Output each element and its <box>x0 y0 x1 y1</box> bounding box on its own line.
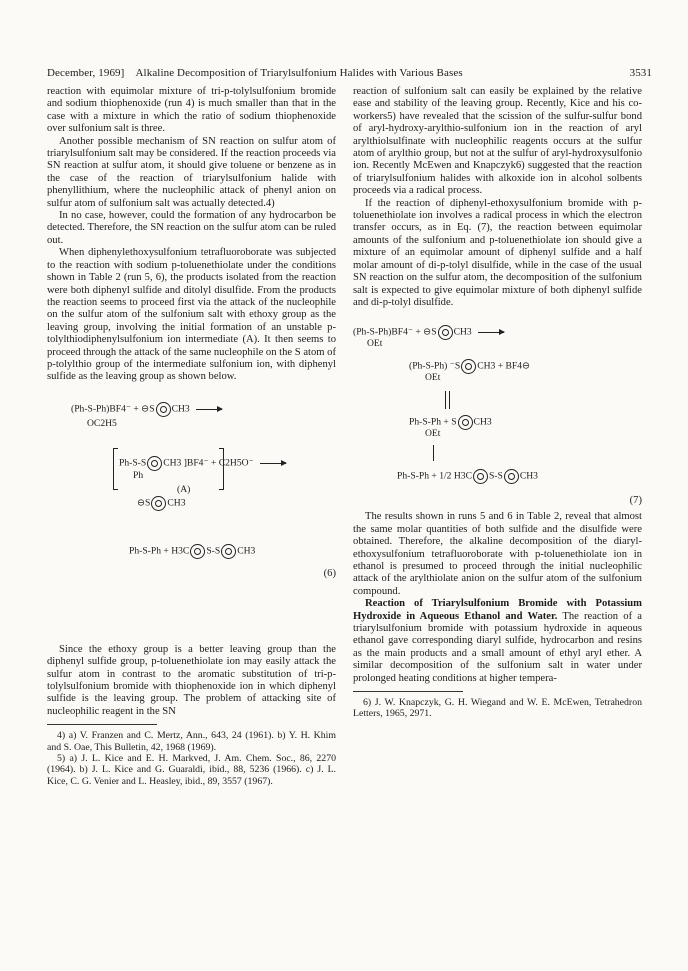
scheme-row: Ph-S-Ph + H3C S-S CH3 <box>129 544 255 559</box>
scheme-row: Ph-S-S CH3 ]BF4⁻ + C2H5O⁻ <box>119 456 286 471</box>
benzene-ring-icon <box>461 359 476 374</box>
scheme-row: OC2H5 <box>87 417 117 429</box>
scheme-row: (Ph-S-Ph)BF4⁻ + ⊖S CH3 <box>353 325 504 340</box>
running-title: December, 1969] Alkaline Decomposition of Triarylsulfonium Halides with Various Bases <box>47 67 463 79</box>
equation-number: (7) <box>629 495 642 507</box>
paragraph: The results shown in runs 5 and 6 in Table 2, reveal that almost the same molar quantities of both sulfide and the disulfide were obtained. Therefore, the alkaline decomposition of the diaryl-ethoxysulfonium tetrafluoroborate with p-toluenethiolate ion in ethanol is presumed to proceed through the initial nucleophilic attack of the arylthiolate anion on the sulfur atom of the sulfonium compound. <box>353 511 642 597</box>
scheme-row: Ph <box>133 469 144 481</box>
paragraph: Since the ethoxy group is a better leaving group than the diphenyl sulfide group, p-toluenethiolate ion may easily attack the sulfur atom in contrast to the aromatic substitution of tri-p-tolylsulfonium bromide with thiophenoxide ion in which diphenyl sulfide is the leaving group. The problem of attacking site of nucleophilic reagent in the SN <box>47 643 336 717</box>
benzene-ring-icon <box>151 496 166 511</box>
scheme-row: Ph-S-Ph + 1/2 H3C S-S CH3 <box>397 469 538 484</box>
scheme-row: (Ph-S-Ph)BF4⁻ + ⊖S CH3 <box>71 402 222 417</box>
bracket-right <box>219 448 224 490</box>
paragraph: reaction of sulfonium salt can easily be explained by the relative ease and stability of the leaving group. Recently, Kice and his co-workers5) have revealed that the scission of the sulfur-sulfur bond of aryl-hydroxy-arylthio-sulfonium ion in the reaction of aryl arylthiolsulfinate with nucleophilic reagents occurs at the sulfur atom of arylthio group, but not at the sulfur of aryl-hydroxysulfonio ion. Recently McEwen and Knapczyk6) suggested that the reaction of triarylsulfonium halides with alkoxide ion in alcohol solbents proceeds via a radical process. <box>353 86 642 197</box>
page-number: 3531 <box>629 67 652 79</box>
footnote: 4) a) V. Franzen and C. Mertz, Ann., 643, 24 (1961). b) Y. H. Khim and S. Oae, This Bulletin, 42, 1968 (1969). <box>47 730 336 753</box>
footnote: 5) a) J. L. Kice and E. H. Markved, J. Am. Chem. Soc., 86, 2270 (1964). b) J. L. Kice and G. Guaraldi, ibid., 88, 5236 (1966). c) J. L. Kice, C. G. Venier and L. Heasley, ibid., 89, 3557 (1967). <box>47 753 336 787</box>
footnotes <box>353 697 642 720</box>
footnote: 6) J. W. Knapczyk, G. H. Wiegand and W. E. McEwen, Tetrahedron Letters, 1965, 2971. <box>353 697 642 720</box>
right-column <box>353 86 642 720</box>
benzene-ring-icon <box>438 325 453 340</box>
reaction-arrow-icon <box>478 332 504 333</box>
left-column <box>47 86 336 787</box>
scheme-row: OEt <box>367 338 383 350</box>
scheme-row: ⊖S CH3 <box>137 496 186 511</box>
equilibrium-arrow-icon <box>445 391 446 409</box>
reaction-arrow-icon <box>196 409 222 410</box>
paragraph: If the reaction of diphenyl-ethoxysulfonium bromide with p-toluenethiolate ion involves a radical process in which the electron transfer occurs, as in Eq. (7), the reaction between equimolar amounts of the sulfonium and p-toluenethiolate ion should give a mixture of an equimolar amount of diphenyl sulfide and a half molar amount of di-p-tolyl disulfide, while in the case of the usual SN reaction on the sulfur atom, the decomposition of the sulfonium salt is expected to give equimolar mixture of both diphenyl sulfide and di-p-tolyl disulfide. <box>353 197 642 308</box>
scheme-row: OEt <box>425 428 441 440</box>
scheme-row: (Ph-S-Ph) ⁻S CH3 + BF4⊖ <box>409 359 530 374</box>
paragraph: Another possible mechanism of SN reaction on sulfur atom of triarylsulfonium salt may be considered. If the reaction proceeds via SN reaction at sulfur atom, it should give toluene or benzene as in the case of the reaction of triarylsulfonium halide with phenyllithium, where the nucleophilic attack of phenyl anion on sulfur atom of sulfonium salt was actually detected.4) <box>47 135 336 209</box>
arrow-down-icon <box>433 445 434 461</box>
scheme-row: Ph-S-Ph + S CH3 <box>409 415 492 430</box>
benzene-ring-icon <box>458 415 473 430</box>
running-head <box>47 67 652 79</box>
benzene-ring-icon <box>190 544 205 559</box>
benzene-ring-icon <box>156 402 171 417</box>
reaction-arrow-icon <box>260 463 286 464</box>
footnotes <box>47 730 336 787</box>
benzene-ring-icon <box>221 544 236 559</box>
paragraph: Reaction of Triarylsulfonium Bromide with Potassium Hydroxide in Aqueous Ethanol and Water. The reaction of a triarylsulfonium bromide with potassium hydroxide in aqueous ethanol gave corresponding diaryl sulfide, hydrocarbon and resins as the main products and a small amount of ethyl aryl ether. A similar decomposition of the sulfonium salt in water under prolonged heating conditions at higher tempera- <box>353 598 642 684</box>
reaction-scheme-6 <box>47 396 336 644</box>
bracket-left <box>113 448 118 490</box>
paragraph: reaction with equimolar mixture of tri-p-tolylsulfonium bromide and sodium thiophenoxide (run 4) is much smaller than that in the case with a mixture in which the ratio of sodium thiophenoxide over sulfonium salt is three. <box>47 86 336 135</box>
scheme-row: (A) <box>177 483 191 495</box>
footnote-rule <box>353 691 463 692</box>
section-heading: Reaction of Triarylsulfonium Bromide with Potassium Hydroxide in Aqueous Ethanol and Water. <box>353 598 642 622</box>
benzene-ring-icon <box>147 456 162 471</box>
reaction-scheme-7 <box>353 321 642 511</box>
scheme-row: OEt <box>425 372 441 384</box>
equilibrium-arrow-icon <box>449 391 450 409</box>
paragraph: In no case, however, could the formation of any hydrocarbon be detected. Therefore, the SN reaction on the sulfur atom can be ruled out. <box>47 210 336 246</box>
benzene-ring-icon <box>504 469 519 484</box>
footnote-rule <box>47 724 157 725</box>
benzene-ring-icon <box>473 469 488 484</box>
paragraph: When diphenylethoxysulfonium tetrafluoroborate was subjected to the reaction with sodium p-toluenethiolate under the conditions shown in Table 2 (run 5, 6), the products isolated from the reaction were both diphenyl sulfide and ditolyl disulfide. From the products the reaction seems to proceed first via the attack of the nucleophile on the sulfur atom of the sulfonium salt with ethoxy group as the leaving group, involving the initial formation of an unstable p-tolylthiodiphenylsulfonium ion intermediate (A). It then seems to proceed through the attack of the same nucleophile on the S atom of p-tolylthio group of the intermediate sulfonium ion, with diphenyl sulfide as the leaving group as shown below. <box>47 247 336 383</box>
equation-number: (6) <box>323 567 336 579</box>
